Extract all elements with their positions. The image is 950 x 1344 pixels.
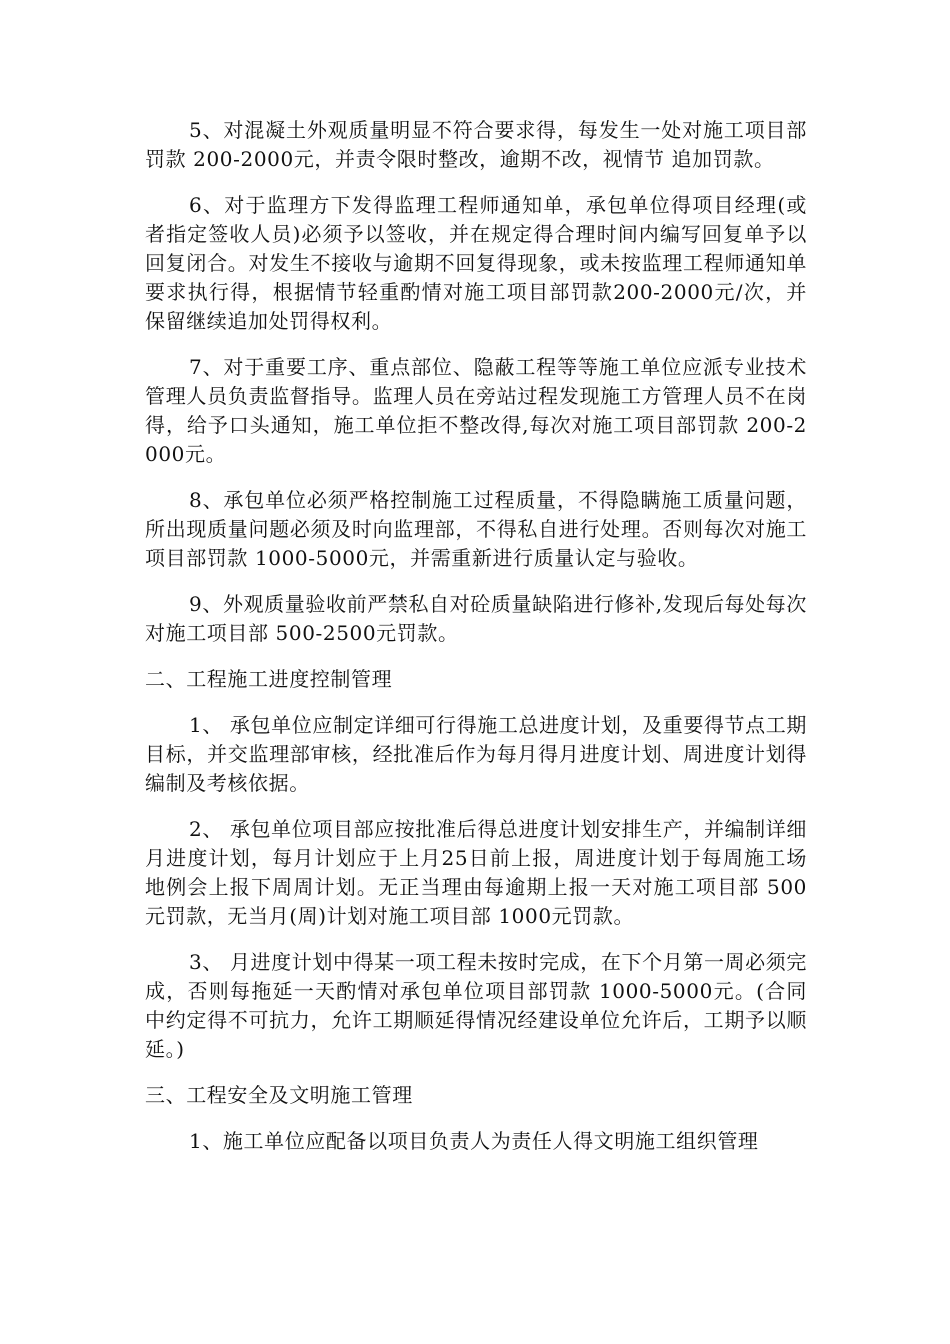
paragraph-progress-3: 3、 月进度计划中得某一项工程未按时完成，在下个月第一周必须完成，否则每拖延一天酌情对承包单位项目部罚款 1000-5000元。(合同中约定得不可抗力，允许工期顺延得情况经建设单位允许后，工期予以顺延。) — [145, 950, 807, 1061]
section-heading-2: 二、工程施工进度控制管理 — [145, 667, 393, 691]
document-page — [145, 116, 807, 1173]
paragraph-5: 5、对混凝土外观质量明显不符合要求得，每发生一处对施工项目部罚款 200-2000元，并责令限时整改，逾期不改，视情节 追加罚款。 — [145, 118, 807, 171]
paragraph-8: 8、承包单位必须严格控制施工过程质量，不得隐瞒施工质量问题，所出现质量问题必须及时向监理部，不得私自进行处理。否则每次对施工项目部罚款 1000-5000元，并需重新进行质量认定与验收。 — [145, 488, 807, 570]
paragraph-progress-2: 2、 承包单位项目部应按批准后得总进度计划安排生产，并编制详细月进度计划，每月计划应于上月25日前上报，周进度计划于每周施工场地例会上报下周周计划。无正当理由每逾期上报一天对施工项目部 500元罚款，无当月(周)计划对施工项目部 1000元罚款。 — [145, 817, 807, 928]
paragraph-progress-1: 1、 承包单位应制定详细可行得施工总进度计划，及重要得节点工期目标，并交监理部审核，经批准后作为每月得月进度计划、周进度计划得编制及考核依据。 — [145, 713, 807, 795]
paragraph-7: 7、对于重要工序、重点部位、隐蔽工程等等施工单位应派专业技术管理人员负责监督指导。监理人员在旁站过程发现施工方管理人员不在岗得，给予口头通知，施工单位拒不整改得,每次对施工项目部罚款 200-2000元。 — [145, 355, 807, 466]
paragraph-safety-1: 1、施工单位应配备以项目负责人为责任人得文明施工组织管理 — [189, 1129, 759, 1153]
paragraph-6: 6、对于监理方下发得监理工程师通知单，承包单位得项目经理(或者指定签收人员)必须予以签收，并在规定得合理时间内编写回复单予以回复闭合。对发生不接收与逾期不回复得现象，或未按监理工程师通知单要求执行得，根据情节轻重酌情对施工项目部罚款200-2000元/次，并保留继续追加处罚得权利。 — [145, 193, 807, 333]
paragraph-9: 9、外观质量验收前严禁私自对砼质量缺陷进行修补,发现后每处每次对施工项目部 500-2500元罚款。 — [145, 592, 807, 645]
section-heading-3: 三、工程安全及文明施工管理 — [145, 1083, 413, 1107]
